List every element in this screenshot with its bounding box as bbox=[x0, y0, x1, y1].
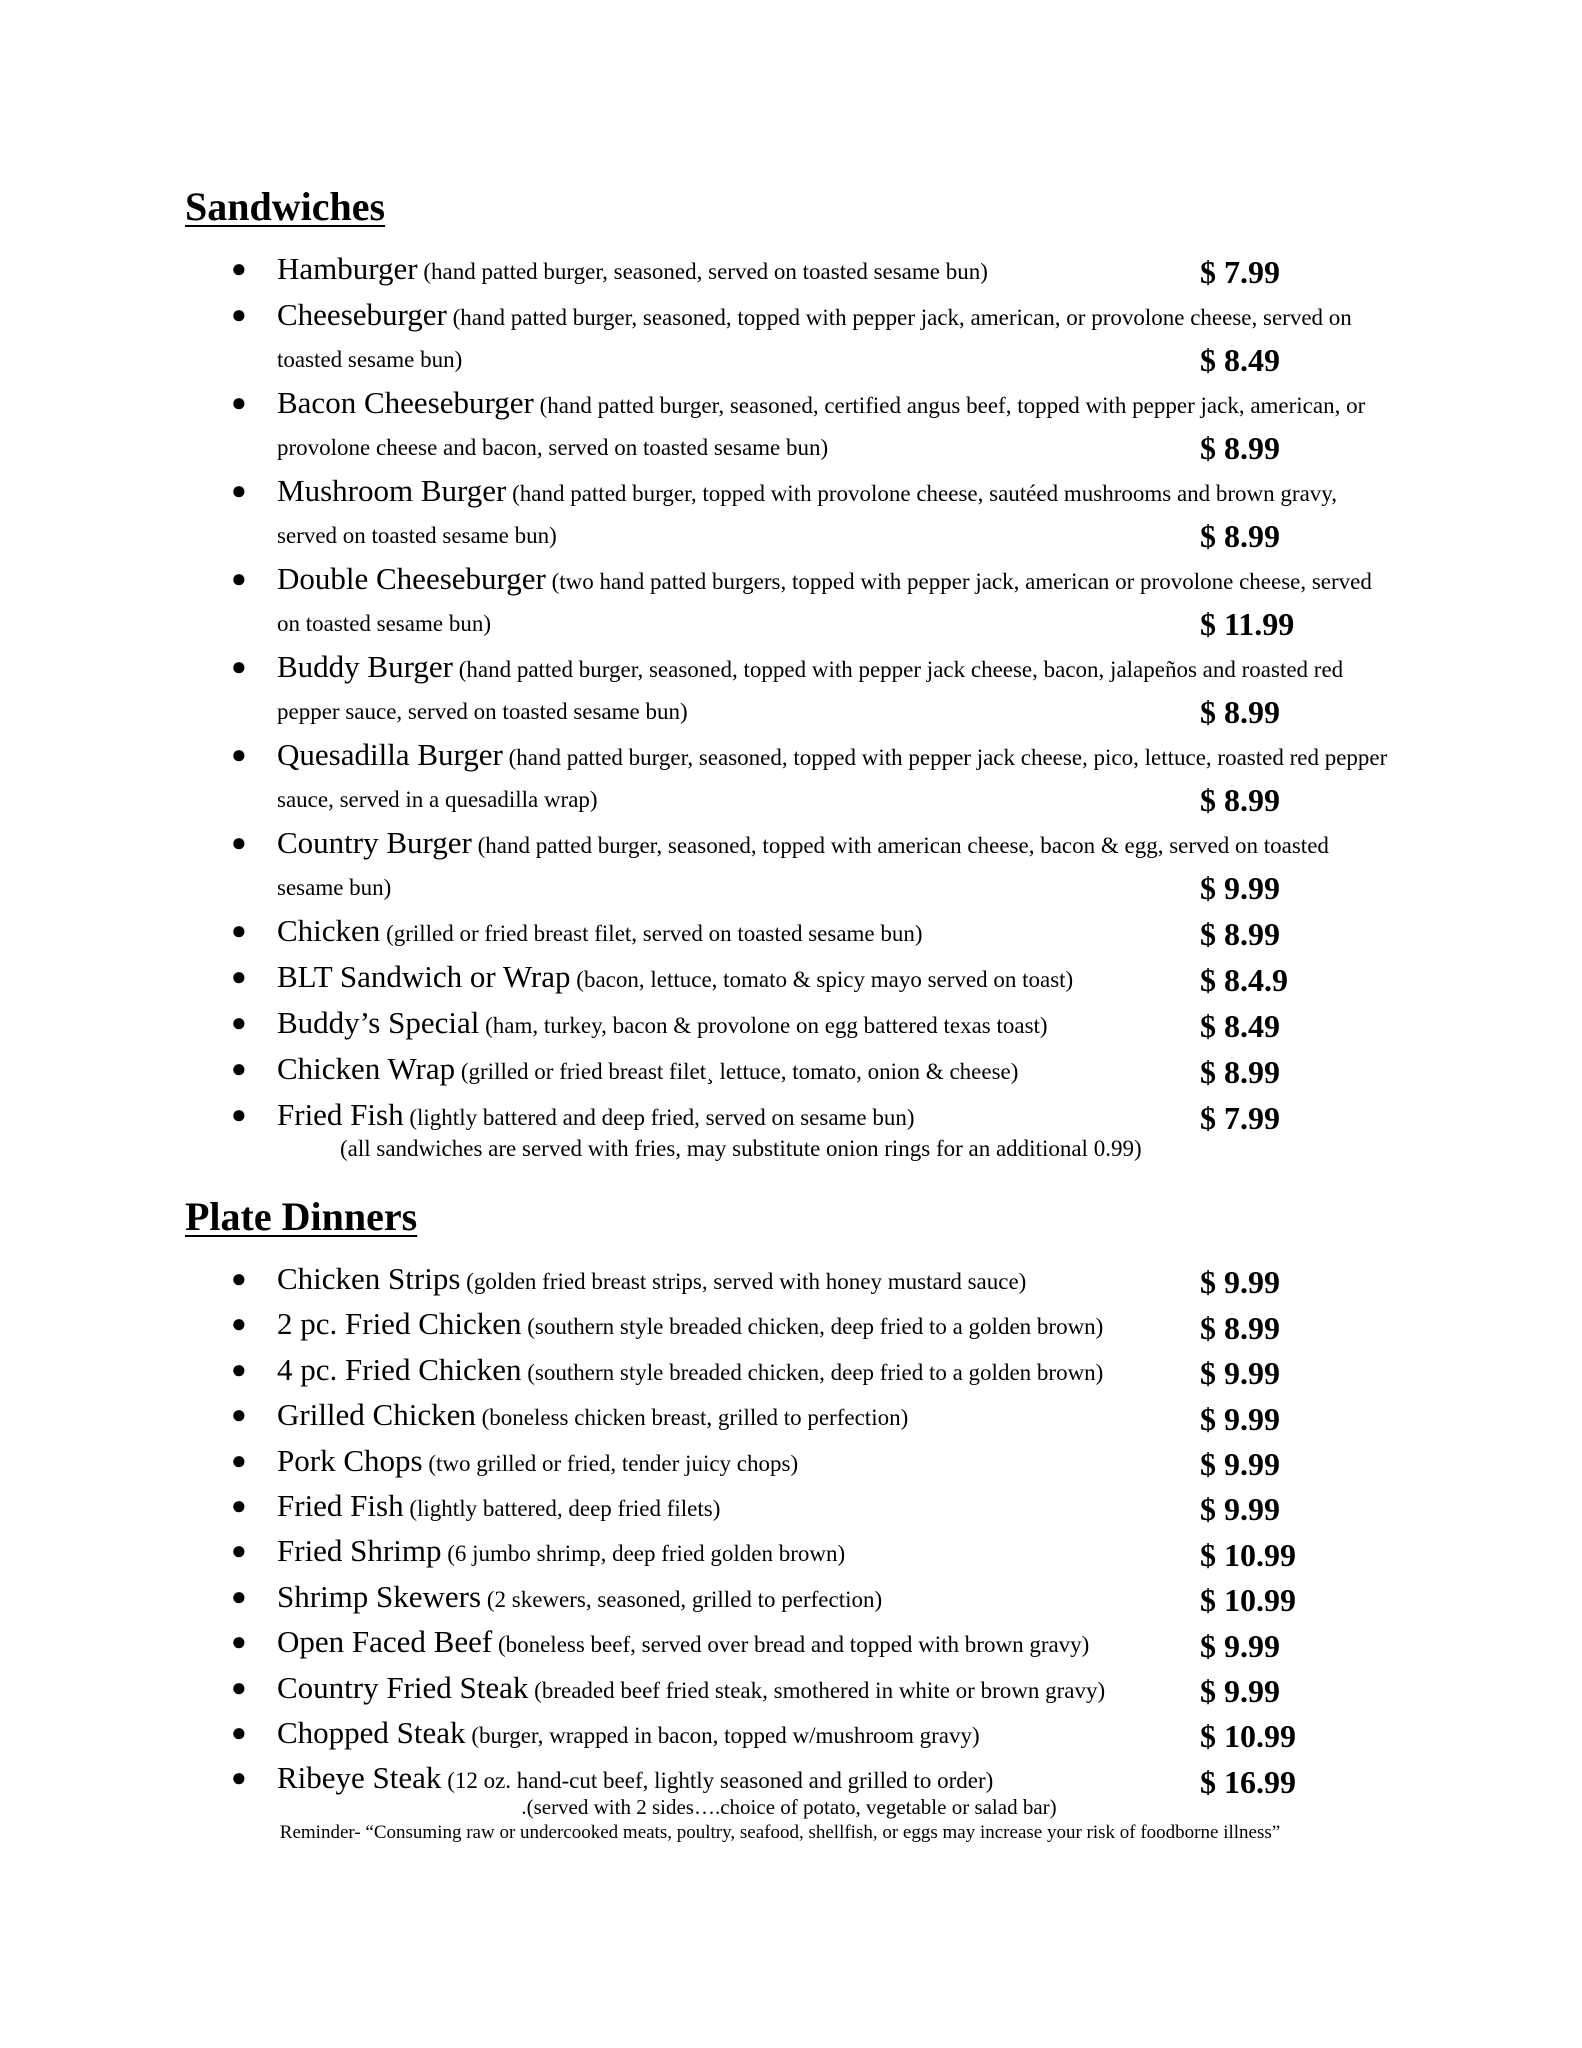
item-name: Buddy Burger bbox=[277, 649, 453, 684]
sandwich-list bbox=[0, 248, 1582, 1140]
item-description: (12 oz. hand-cut beef, lightly seasoned and grilled to order) bbox=[447, 1768, 994, 1794]
list-item bbox=[0, 1303, 1427, 1348]
item-description: (two grilled or fried, tender juicy chops) bbox=[428, 1450, 799, 1476]
bullet-icon: ● bbox=[231, 254, 247, 283]
item-name: Fried Fish bbox=[277, 1488, 404, 1524]
item-price: $ 11.99 bbox=[1200, 606, 1295, 642]
item-price: $ 8.99 bbox=[1200, 430, 1280, 466]
item-name: Pork Chops bbox=[277, 1442, 423, 1478]
item-price: $ 8.99 bbox=[1200, 1309, 1280, 1346]
item-price: $ 10.99 bbox=[1200, 1718, 1296, 1755]
item-price: $ 8.99 bbox=[1200, 518, 1280, 554]
item-price: $ 8.99 bbox=[1200, 782, 1280, 818]
item-description: (lightly battered and deep fried, served on sesame bun) bbox=[409, 1105, 915, 1130]
item-price: $ 9.99 bbox=[1200, 1264, 1280, 1301]
item-description: (bacon, lettuce, tomato & spicy mayo served on toast) bbox=[576, 967, 1074, 992]
item-name: Bacon Cheeseburger bbox=[277, 385, 534, 420]
bullet-icon: ● bbox=[231, 1672, 247, 1702]
item-name: Chicken Strips bbox=[277, 1261, 461, 1296]
item-description: (hand patted burger, seasoned, topped with pepper jack cheese, bacon, jalapeños and roasted red pepper sauce, served on toasted sesame bun) bbox=[277, 657, 1344, 724]
bullet-icon: ● bbox=[231, 300, 247, 329]
item-name: Fried Fish bbox=[277, 1097, 404, 1132]
item-price: $ 8.4.9 bbox=[1200, 962, 1288, 998]
bullet-icon: ● bbox=[231, 1309, 247, 1339]
list-item bbox=[0, 294, 1427, 381]
item-price: $ 8.99 bbox=[1200, 1054, 1280, 1090]
item-description: (hand patted burger, seasoned, topped with pepper jack cheese, pico, lettuce, roasted red pepper sauce, served in a quesadilla wrap) bbox=[277, 745, 1388, 812]
bullet-icon: ● bbox=[231, 1536, 247, 1566]
list-item bbox=[0, 1440, 1427, 1485]
item-price: $ 9.99 bbox=[1200, 870, 1280, 906]
item-price: $ 8.49 bbox=[1200, 342, 1280, 378]
food-safety-reminder: Reminder- “Consuming raw or undercooked meats, poultry, seafood, shellfish, or eggs may increase your risk of foodborne illness” bbox=[279, 1822, 1281, 1843]
list-item bbox=[0, 1530, 1427, 1575]
item-name: Shrimp Skewers bbox=[277, 1578, 482, 1614]
list-item bbox=[0, 1002, 1427, 1047]
bullet-icon: ● bbox=[231, 828, 247, 857]
item-description: (two hand patted burgers, topped with pepper jack, american or provolone cheese, served on toasted sesame bun) bbox=[277, 569, 1372, 636]
sandwiches-heading: Sandwiches bbox=[185, 184, 386, 229]
item-description: (grilled or fried breast filet, served on toasted sesame bun) bbox=[386, 921, 923, 946]
bullet-icon: ● bbox=[231, 1718, 247, 1748]
item-name: Chicken Wrap bbox=[277, 1051, 456, 1086]
item-price: $ 9.99 bbox=[1200, 1400, 1280, 1437]
item-price: $ 9.99 bbox=[1200, 1355, 1280, 1392]
plate-dinners-heading: Plate Dinners bbox=[185, 1194, 418, 1239]
item-price: $ 7.99 bbox=[1200, 1100, 1280, 1136]
item-name: Double Cheeseburger bbox=[277, 561, 546, 596]
bullet-icon: ● bbox=[231, 962, 247, 991]
list-item bbox=[0, 1349, 1427, 1394]
item-name: Chopped Steak bbox=[277, 1715, 466, 1751]
item-description: (2 skewers, seasoned, grilled to perfection) bbox=[486, 1586, 883, 1612]
item-description: (hand patted burger, seasoned, served on toasted sesame bun) bbox=[423, 259, 988, 284]
bullet-icon: ● bbox=[231, 916, 247, 945]
item-description: (golden fried breast strips, served with honey mustard sauce) bbox=[466, 1269, 1027, 1294]
item-description: (lightly battered, deep fried filets) bbox=[409, 1496, 721, 1522]
list-item bbox=[0, 1094, 1427, 1139]
item-price: $ 10.99 bbox=[1200, 1582, 1296, 1619]
list-item bbox=[0, 1576, 1427, 1621]
list-item bbox=[0, 910, 1427, 955]
bullet-icon: ● bbox=[231, 1054, 247, 1083]
list-item bbox=[0, 822, 1427, 909]
bullet-icon: ● bbox=[231, 1264, 247, 1293]
bullet-icon: ● bbox=[231, 564, 247, 593]
item-description: (hand patted burger, topped with provolone cheese, sautéed mushrooms and brown gravy, served on toasted sesame bun) bbox=[277, 481, 1338, 548]
bullet-icon: ● bbox=[231, 1400, 247, 1430]
item-description: (hand patted burger, seasoned, topped with pepper jack, american, or provolone cheese, served on toasted sesame bun) bbox=[277, 305, 1352, 372]
item-price: $ 10.99 bbox=[1200, 1536, 1296, 1573]
list-item bbox=[0, 558, 1427, 645]
bullet-icon: ● bbox=[231, 1627, 247, 1657]
item-price: $ 7.99 bbox=[1200, 254, 1280, 290]
list-item bbox=[0, 1667, 1427, 1712]
item-price: $ 9.99 bbox=[1200, 1491, 1280, 1528]
item-price: $ 8.99 bbox=[1200, 694, 1280, 730]
item-name: Buddy’s Special bbox=[277, 1005, 480, 1040]
list-item bbox=[0, 248, 1427, 293]
item-name: BLT Sandwich or Wrap bbox=[277, 959, 571, 994]
bullet-icon: ● bbox=[231, 1581, 247, 1611]
item-name: Hamburger bbox=[277, 251, 418, 286]
item-name: 4 pc. Fried Chicken bbox=[277, 1351, 522, 1387]
item-price: $ 8.99 bbox=[1200, 916, 1280, 952]
item-name: Cheeseburger bbox=[277, 297, 447, 332]
bullet-icon: ● bbox=[231, 1008, 247, 1037]
list-item bbox=[0, 734, 1427, 821]
item-description: (burger, wrapped in bacon, topped w/mushroom gravy) bbox=[471, 1723, 980, 1749]
item-description: (6 jumbo shrimp, deep fried golden brown) bbox=[447, 1541, 846, 1567]
item-name: Mushroom Burger bbox=[277, 473, 507, 508]
item-name: Quesadilla Burger bbox=[277, 737, 503, 772]
item-price: $ 8.49 bbox=[1200, 1008, 1280, 1044]
bullet-icon: ● bbox=[231, 740, 247, 769]
list-item bbox=[0, 646, 1427, 733]
item-name: Country Fried Steak bbox=[277, 1669, 529, 1705]
item-description: (grilled or fried breast filet¸ lettuce, tomato, onion & cheese) bbox=[460, 1059, 1019, 1084]
item-description: (breaded beef fried steak, smothered in white or brown gravy) bbox=[534, 1677, 1106, 1703]
item-name: Grilled Chicken bbox=[277, 1397, 476, 1433]
item-price: $ 9.99 bbox=[1200, 1446, 1280, 1483]
item-description: (ham, turkey, bacon & provolone on egg battered texas toast) bbox=[485, 1013, 1048, 1038]
item-description: (southern style breaded chicken, deep fried to a golden brown) bbox=[527, 1314, 1104, 1340]
item-description: (hand patted burger, seasoned, certified angus beef, topped with pepper jack, american, or provolone cheese and bacon, served on toasted sesame bun) bbox=[277, 393, 1366, 460]
list-item bbox=[0, 470, 1427, 557]
sandwich-note: (all sandwiches are served with fries, may substitute onion rings for an additional 0.99) bbox=[340, 1136, 1142, 1161]
item-price: $ 9.99 bbox=[1200, 1673, 1280, 1710]
item-name: 2 pc. Fried Chicken bbox=[277, 1306, 522, 1342]
bullet-icon: ● bbox=[231, 1445, 247, 1475]
list-item bbox=[0, 1258, 1427, 1303]
bullet-icon: ● bbox=[231, 388, 247, 417]
item-name: Country Burger bbox=[277, 825, 472, 860]
item-name: Open Faced Beef bbox=[277, 1624, 493, 1660]
list-item bbox=[0, 956, 1427, 1001]
list-item bbox=[0, 1712, 1427, 1757]
bullet-icon: ● bbox=[231, 1100, 247, 1129]
bullet-icon: ● bbox=[231, 1354, 247, 1384]
bullet-icon: ● bbox=[231, 476, 247, 505]
item-price: $ 9.99 bbox=[1200, 1627, 1280, 1664]
list-item bbox=[0, 1485, 1427, 1530]
bullet-icon: ● bbox=[231, 652, 247, 681]
item-name: Fried Shrimp bbox=[277, 1533, 442, 1569]
list-item bbox=[0, 1394, 1427, 1439]
plate-dinner-list bbox=[0, 1258, 1582, 1803]
item-description: (boneless beef, served over bread and topped with brown gravy) bbox=[497, 1632, 1090, 1658]
list-item bbox=[0, 1048, 1427, 1093]
item-name: Chicken bbox=[277, 913, 381, 948]
item-description: (boneless chicken breast, grilled to perfection) bbox=[481, 1405, 909, 1431]
plate-dinners-note: .(served with 2 sides….choice of potato, vegetable or salad bar) bbox=[521, 1795, 1057, 1819]
list-item bbox=[0, 382, 1427, 469]
list-item bbox=[0, 1621, 1427, 1666]
item-description: (hand patted burger, seasoned, topped with american cheese, bacon & egg, served on toasted sesame bun) bbox=[277, 833, 1329, 900]
bullet-icon: ● bbox=[231, 1763, 247, 1793]
item-name: Ribeye Steak bbox=[277, 1760, 442, 1796]
item-description: (southern style breaded chicken, deep fried to a golden brown) bbox=[527, 1359, 1104, 1385]
bullet-icon: ● bbox=[231, 1491, 247, 1521]
item-price: $ 16.99 bbox=[1200, 1763, 1296, 1800]
